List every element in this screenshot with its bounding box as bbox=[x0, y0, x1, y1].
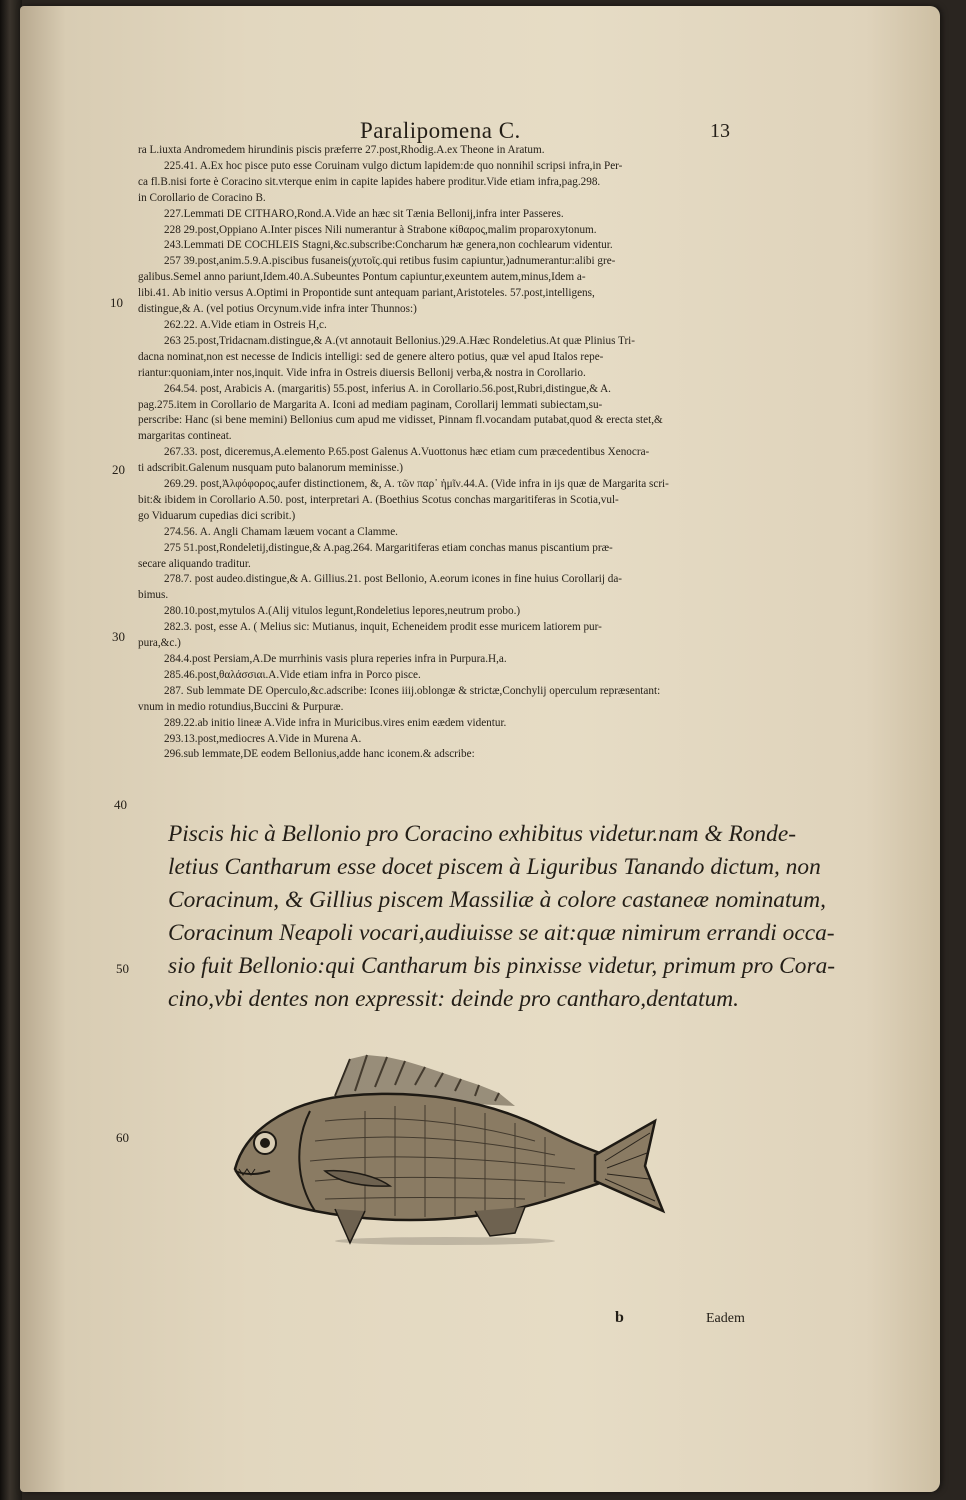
note-line: 257 39.post,anim.5.9.A.piscibus fusaneis(χυτοῖς.qui retibus fusim capiuntur,)adnumerantur:alibi gre- bbox=[164, 255, 616, 268]
running-title: Paralipomena C. bbox=[360, 118, 521, 143]
line-number: 50 bbox=[116, 961, 129, 976]
signature-mark: b bbox=[615, 1309, 624, 1326]
note-line: riantur:quoniam,inter nos,inquit. Vide infra in Ostreis diuersis Bellonij verba,& nostra in Corollario. bbox=[138, 366, 586, 379]
note-line: 228 29.post,Oppiano A.Inter pisces Nili numerantur à Strabone κίθαρος,malim proparoxytonum. bbox=[164, 223, 597, 236]
note-line: libi.41. Ab initio versus A.Optimi in Propontide sunt antequam pariant,Aristoteles. 57.post,intelligens, bbox=[138, 287, 595, 300]
note-line: 243.Lemmati DE COCHLEIS Stagni,&c.subscribe:Concharum hæ genera,non cochlearum videntur. bbox=[164, 239, 613, 252]
note-line: 285.46.post,θαλάσσιαι.A.Vide etiam infra in Porco pisce. bbox=[164, 668, 421, 681]
note-line: 227.Lemmati DE CITHARO,Rond.A.Vide an hæc sit Tænia Bellonij,infra inter Passeres. bbox=[164, 207, 564, 220]
italic-line: Coracinum Neapoli vocari,audiuisse se ait:quæ nimirum errandi occa- bbox=[168, 920, 835, 946]
note-line: ca fl.B.nisi forte è Coracino sit.vterque enim in capite lapides habere proditur.Vide etiam infra,pag.298. bbox=[138, 175, 601, 188]
note-line: in Corollario de Coracino B. bbox=[138, 191, 266, 204]
italic-line: letius Cantharum esse docet piscem à Liguribus Tanando dictum, non bbox=[168, 854, 821, 880]
note-line: 282.3. post, esse A. ( Melius sic: Mutianus, inquit, Echeneidem prodit esse muricem latiorem pur- bbox=[164, 621, 602, 634]
note-line: 287. Sub lemmate DE Operculo,&c.adscribe: Icones iiij.oblongæ & strictæ,Conchylij operculum repræsentant: bbox=[164, 684, 661, 697]
note-line: 278.7. post audeo.distingue,& A. Gillius.21. post Bellonio, A.eorum icones in fine huius Corollarij da- bbox=[164, 573, 623, 586]
folio-number: 13 bbox=[710, 120, 730, 142]
italic-paragraph bbox=[168, 818, 836, 1016]
note-line: 293.13.post,mediocres A.Vide in Murena A. bbox=[164, 732, 362, 745]
note-line: 263 25.post,Tridacnam.distingue,& A.(vt annotauit Bellonius.)29.A.Hæc Rondeletius.At quæ Plinius Tri- bbox=[164, 334, 636, 347]
note-line: 264.54. post, Arabicis A. (margaritis) 55.post, inferius A. in Corollario.56.post,Rubri,distingue,& A. bbox=[164, 382, 611, 395]
note-line: dacna nominat,non est necesse de Indicis intelligi: sed de genere altero potius, quæ vel apud Italos repe- bbox=[138, 350, 604, 363]
note-line: 267.33. post, diceremus,A.elemento P.65.post Galenus A.Vuottonus hæc etiam cum præcedentibus Xenocra- bbox=[164, 446, 650, 459]
note-line: pura,&c.) bbox=[138, 637, 181, 650]
italic-line: cino,vbi dentes non expressit: deinde pro canthаro,dentatum. bbox=[168, 986, 740, 1012]
catchword: Eadem bbox=[706, 1311, 745, 1326]
note-line: bit:& ibidem in Corollario A.50. post, interpretari A. (Boethius Scotus conchas margaritiferas in Scotia,vul- bbox=[138, 493, 619, 506]
notes-block bbox=[138, 143, 826, 763]
line-number: 30 bbox=[112, 629, 125, 644]
note-line: bimus. bbox=[138, 589, 169, 602]
line-number: 60 bbox=[116, 1130, 129, 1145]
note-line: 289.22.ab initio lineæ A.Vide infra in Muricibus.vires enim eædem videntur. bbox=[164, 716, 507, 729]
italic-line: Coracinum, & Gillius piscem Massiliæ à colore castaneæ nominatum, bbox=[168, 887, 826, 913]
note-line: pag.275.item in Corollario de Margarita A. Iconi ad mediam paginam, Corollarij lemmati subiectam,su- bbox=[138, 398, 603, 411]
note-line: 284.4.post Persiam,A.De murrhinis vasis plura reperies infra in Purpura.H,a. bbox=[164, 653, 507, 665]
note-line: 225.41. A.Ex hoc pisce puto esse Coruinam vulgo dictum lapidem:de quo nonnihil scripsi infra,in Per- bbox=[164, 159, 623, 172]
note-line: go Viduarum cupedias dici scribit.) bbox=[138, 509, 296, 522]
line-number: 10 bbox=[110, 295, 123, 310]
book-page bbox=[20, 6, 940, 1492]
note-line: distingue,& A. (vel potius Orcynum.vide infra inter Thunnos:) bbox=[138, 303, 417, 316]
line-number: 20 bbox=[112, 462, 125, 477]
note-line: 275 51.post,Rondeletij,distingue,& A.pag.264. Margaritiferas etiam conchas manus piscantium præ- bbox=[164, 541, 613, 554]
italic-line: Piscis hic à Bellonio pro Coracino exhibitus videtur.nam & Ronde- bbox=[168, 821, 796, 847]
note-line: 296.sub lemmate,DE eodem Bellonius,adde hanc iconem.& adscribe: bbox=[164, 748, 475, 761]
note-line: galibus.Semel anno pariunt,Idem.40.A.Subeuntes Pontum capiuntur,exeuntem autem,minus,Idem a- bbox=[138, 271, 586, 284]
note-line: perscribe: Hanc (si bene memini) Bellonius cum apud me vidisset, Pinnam fl.vocandam putabat,quod & erecta stet,& bbox=[138, 414, 663, 427]
note-line: vnum in medio rotundius,Buccini & Purpuræ. bbox=[138, 700, 344, 713]
note-line: 262.22. A.Vide etiam in Ostreis H,c. bbox=[164, 318, 327, 331]
note-line: ti adscribit.Galenum nusquam puto balanorum meminisse.) bbox=[138, 462, 404, 475]
line-number: 40 bbox=[114, 797, 127, 812]
note-line: margaritas contineat. bbox=[138, 430, 232, 443]
note-line: ra L.iuxta Andromedem hirundinis piscis præferre 27.post,Rhodig.A.ex Theone in Aratum. bbox=[138, 144, 545, 156]
note-line: 269.29. post,Ἀλφόφορος,aufer distinctionem, &, A. τῶν παρ᾽ ἡμῖν.44.A. (Vide infra in ijs quæ de Margarita scri- bbox=[164, 478, 669, 491]
note-line: secare aliquando traditur. bbox=[138, 557, 251, 570]
book-spine bbox=[0, 0, 22, 1500]
italic-line: sio fuit Bellonio:qui Cantharum bis pinxisse videtur, primum pro Cora- bbox=[168, 953, 836, 979]
note-line: 274.56. A. Angli Chamam læuem vocant a Clamme. bbox=[164, 525, 398, 538]
fish-woodcut-icon bbox=[215, 1051, 675, 1251]
note-line: 280.10.post,mytulos A.(Alij vitulos legunt,Rondeletius lepores,neutrum probo.) bbox=[164, 605, 521, 618]
